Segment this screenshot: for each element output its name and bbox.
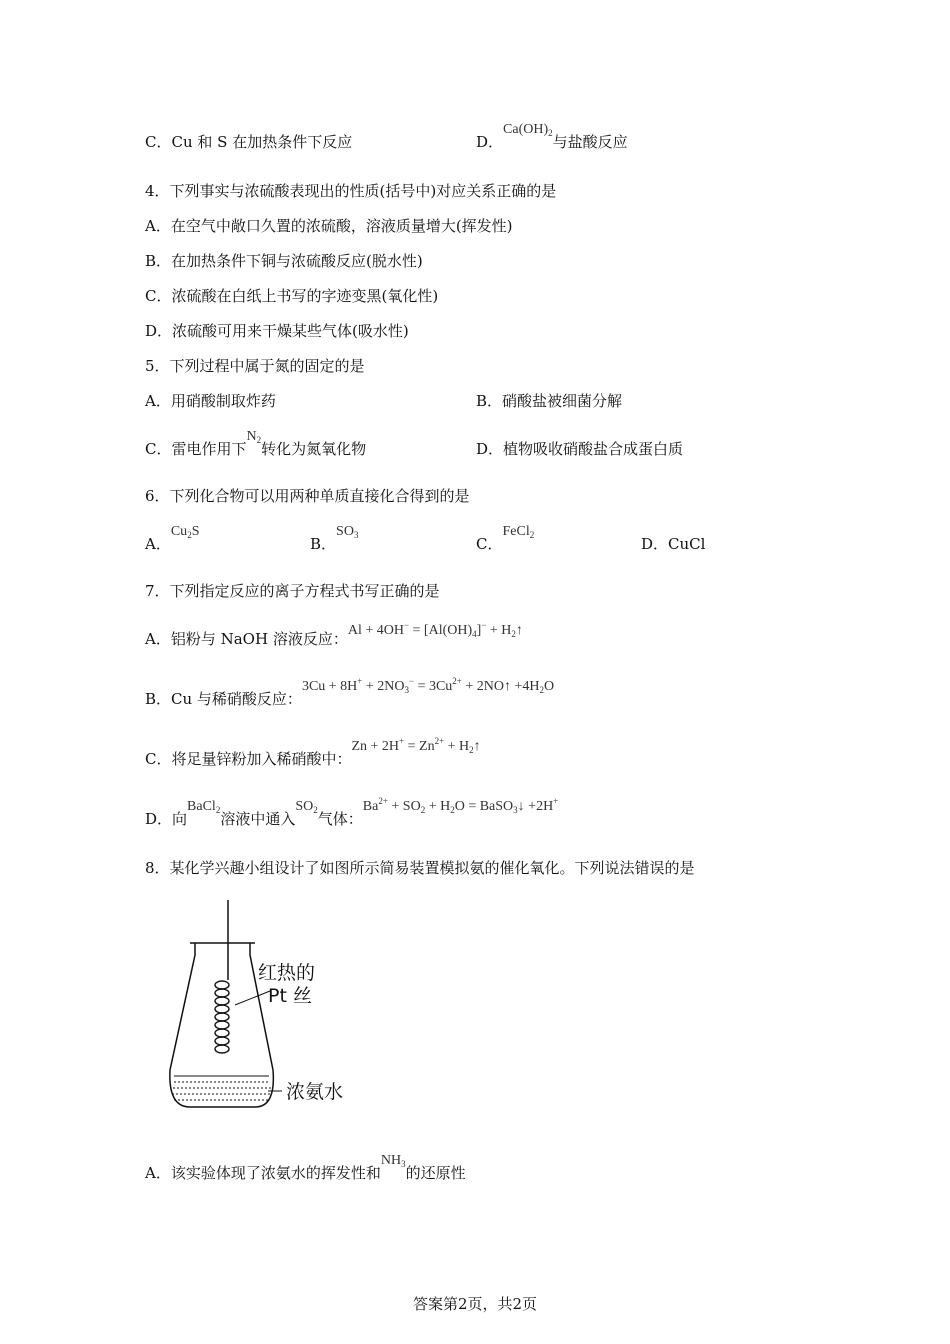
q7-option-a-text: A．铝粉与 NaOH 溶液反应： [145,630,348,648]
q6-option-a-label: A． [145,535,171,553]
q3-option-d-formula: $Ca(OH)_2$ [503,122,553,138]
q5-option-c-formula: $N_2$ [246,429,262,445]
q5-option-c-text: C．雷电作用下 [145,440,247,458]
q8-stem: 8．某化学兴趣小组设计了如图所示简易装置模拟氨的催化氧化。下列说法错误的是 [145,859,695,877]
q3-option-d-label: D． [476,133,504,151]
q5-option-c [145,429,367,459]
q6-stem: 6．下列化合物可以用两种单质直接化合得到的是 [145,487,470,505]
page-footer: 答案第2页，共2页 [412,1295,538,1313]
q6-option-c-formula: FeCl$_2$ [502,524,535,540]
q5-option-a: A．用硝酸制取炸药 [145,392,276,410]
q3-option-d [476,122,628,152]
q4-option-d: D．浓硫酸可用来干燥某些气体(吸水性) [145,322,409,340]
q6-option-b [310,524,359,554]
q7-option-c [145,736,481,769]
pt-coil [215,981,229,1053]
q5-option-c-suffix: 转化为氮氧化物 [261,440,367,458]
q7-option-c-text: C．将足量锌粉加入稀硝酸中： [145,750,352,768]
q6-option-d: D．CuCl [641,535,706,553]
q5-stem: 5．下列过程中属于氮的固定的是 [145,357,365,375]
q7-option-b-equation: $3Cu + 8H^+ + 2NO_3^- = 3Cu^{2+}$ + 2NO↑ $+4H_2O$ [301,676,555,695]
q6-option-a [145,524,200,554]
q7-option-d-formula-so2: $SO_2$ [295,799,318,815]
q4-option-c: C．浓硫酸在白纸上书写的字迹变黑(氧化性) [145,287,439,305]
q7-option-b [145,676,555,709]
q7-option-d-text2: 溶液中通入 [220,810,296,828]
ammonia-liquid [172,1076,272,1100]
q4-stem: 4．下列事实与浓硫酸表现出的性质(括号中)对应关系正确的是 [145,182,557,200]
q7-stem: 7．下列指定反应的离子方程式书写正确的是 [145,582,440,600]
q5-option-b: B．硝酸盐被细菌分解 [476,392,623,410]
q7-option-d-equation: $Ba^{2+} + SO_2 + H_2O$ = BaSO$_3$↓ +2H+ [362,796,559,815]
q3-option-d-text: 与盐酸反应 [552,133,628,151]
q6-option-c-label: C． [476,535,503,553]
q7-option-d-text: D．向 [145,810,188,828]
q7-option-d-formula-bacl2: BaCl$_2$ [187,799,221,815]
q4-option-b: B．在加热条件下铜与浓硫酸反应(脱水性) [145,252,423,270]
q7-option-a [145,620,523,649]
q6-option-b-label: B． [310,535,337,553]
q7-option-b-text: B．Cu 与稀硝酸反应： [145,690,302,708]
q7-option-a-equation: $Al + 4OH^- = [Al(OH)_4]^-$ + $H_2↑$ [347,620,523,639]
q4-option-a: A．在空气中敞口久置的浓硫酸，溶液质量增大(挥发性) [145,217,513,235]
label-red-hot: 红热的 [258,962,316,984]
q8-option-a-formula: $NH_3$ [380,1153,406,1169]
q7-option-d-text3: 气体： [317,810,363,828]
label-ammonia: 浓氨水 [286,1081,344,1103]
q8-option-a-suffix: 的还原性 [405,1164,466,1182]
q7-option-d [145,796,559,829]
q8-option-a-text: A．该实验体现了浓氨水的挥发性和 [145,1164,381,1182]
pt-label-leader [235,991,270,1005]
q8-option-a [145,1153,466,1183]
q6-option-c [476,524,535,554]
q6-option-a-formula: $Cu_2S$ [170,524,200,540]
q3-option-c: C．Cu 和 S 在加热条件下反应 [145,133,353,151]
label-pt-wire: Pt 丝 [268,985,312,1007]
q5-option-d: D．植物吸收硝酸盐合成蛋白质 [476,440,684,458]
q7-option-c-equation: $Zn + 2H^+ = Zn^{2+}$ + $H_2↑$ [351,736,481,755]
q6-option-b-formula: $SO_3$ [336,524,359,540]
flask-figure [160,895,370,1115]
